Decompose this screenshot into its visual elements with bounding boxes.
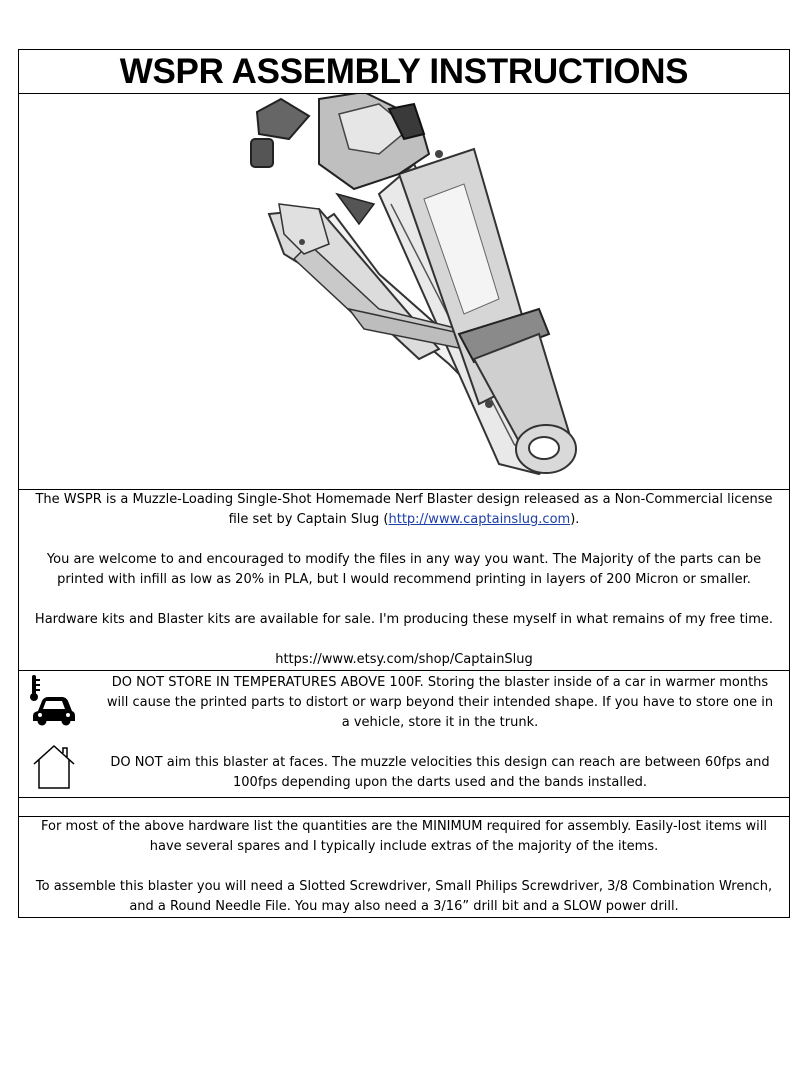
- document-table: [18, 49, 790, 918]
- etsy-url: https://www.etsy.com/shop/CaptainSlug: [275, 652, 533, 667]
- captainslug-link[interactable]: http://www.captainslug.com: [388, 512, 571, 527]
- instruction-document: [18, 49, 790, 918]
- intro-section: [19, 490, 790, 671]
- intro-paragraph-3: Hardware kits and Blaster kits are available for sale. I'm producing these myself in what remains of my free time.: [34, 612, 774, 627]
- intro-text: The WSPR is a Muzzle-Loading Single-Shot Homemade Nerf Blaster design released as a Non-Commercial license file set by Captain Slug (: [35, 492, 773, 527]
- spacer-row: [19, 798, 790, 817]
- intro-text-end: ).: [570, 512, 580, 527]
- warnings-section: [19, 671, 790, 798]
- page-title: WSPR ASSEMBLY INSTRUCTIONS: [19, 50, 790, 94]
- house-icon: [30, 742, 80, 799]
- blaster-render-image: [19, 94, 790, 490]
- blaster-render-svg: [19, 94, 789, 489]
- car-thermometer-icon: [30, 675, 76, 732]
- hardware-note: For most of the above hardware list the quantities are the MINIMUM required for assembly. Easily-lost items will have several spares and I typically include extras of the majority of the items.: [41, 819, 767, 854]
- intro-paragraph-1: [19, 490, 789, 530]
- intro-paragraph-2: You are welcome to and encouraged to modify the files in any way you want. The Majority of the parts can be printed with infill as low as 20% in PLA, but I would recommend printing in layers of 200 Micron or smaller.: [46, 552, 762, 587]
- notes-section: [19, 817, 790, 918]
- tools-note: To assemble this blaster you will need a Slotted Screwdriver, Small Philips Screwdriver, 3/8 Combination Wrench, and a Round Needle File. You may also need a 3/16” drill bit and a SLOW power drill.: [35, 879, 773, 914]
- warning-temperature-text: DO NOT STORE IN TEMPERATURES ABOVE 100F. Storing the blaster inside of a car in warmer months will cause the printed parts to distort or warp beyond their intended shape. If you have to store one in a vehicle, store it in the trunk.: [106, 675, 774, 730]
- warning-faces-text: DO NOT aim this blaster at faces. The muzzle velocities this design can reach are between 60fps and 100fps depending upon the darts used and the bands installed.: [110, 755, 770, 790]
